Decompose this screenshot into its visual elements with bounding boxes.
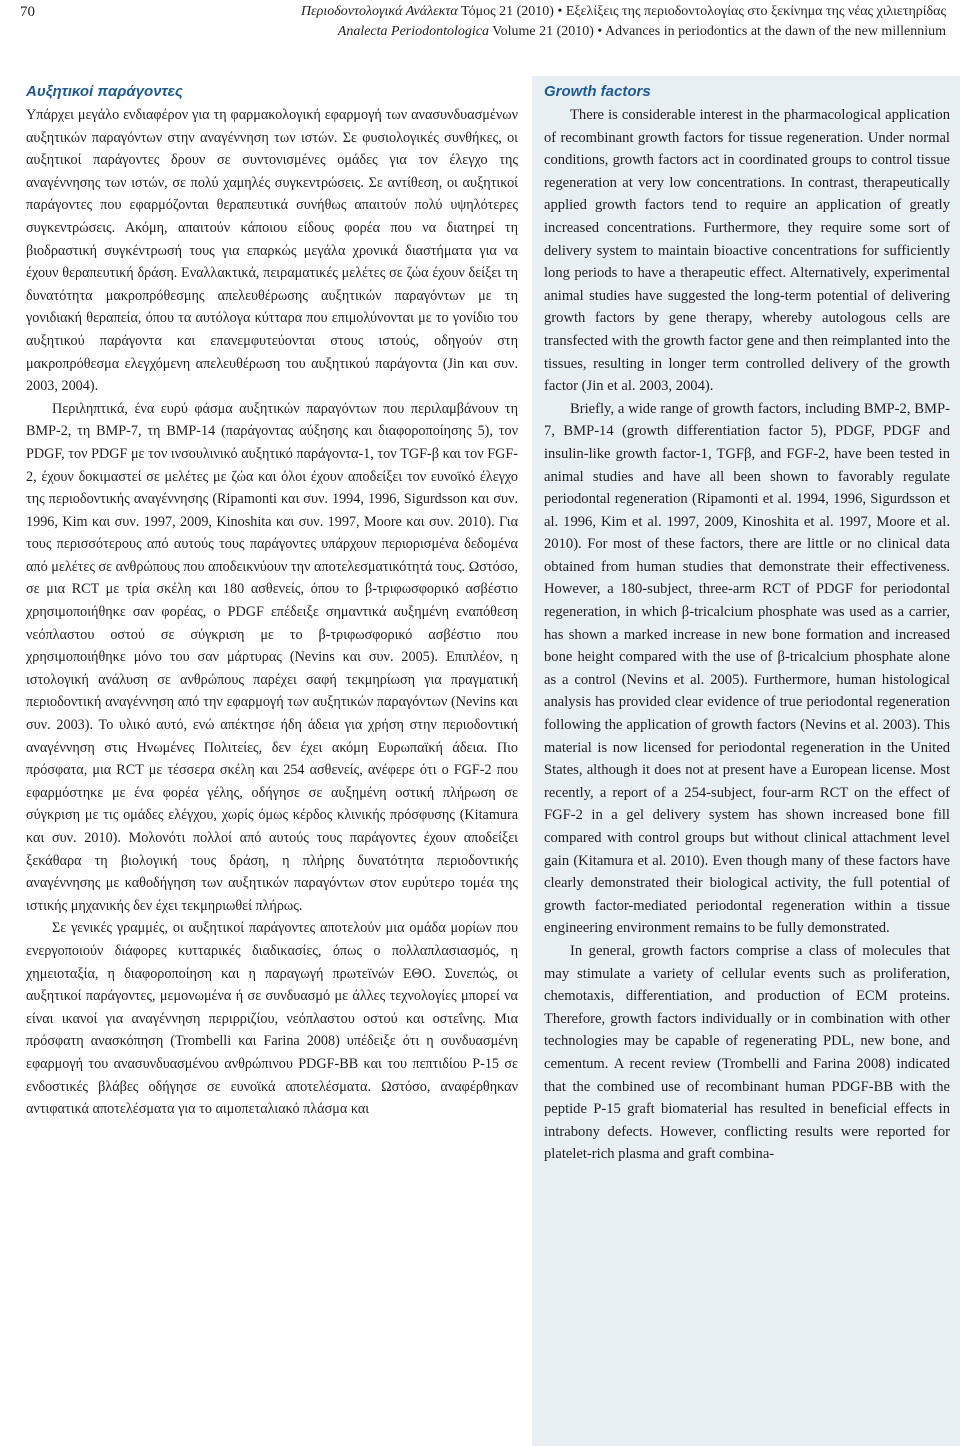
header-line-english xyxy=(301,22,946,42)
page-number: 70 xyxy=(20,4,35,20)
header-line-greek xyxy=(301,2,946,22)
header-issue-greek: Τόμος 21 (2010) • Εξελίξεις της περιοδοντολογίας στο ξεκίνημα της νέας χιλιετηρίδας xyxy=(461,4,946,19)
greek-column xyxy=(26,82,518,1442)
paragraph: There is considerable interest in the pharmacological application of recombinant growth factors for tissue regeneration. Under normal conditions, growth factors act in coordinated groups to control tissue regeneration at very low concentrations. In contrast, therapeutically applied growth factors tend to require an application of greatly increased concentrations. Furthermore, they require some sort of delivery system to maintain bioactive concentrations for sufficiently long periods to have a therapeutic effect. Alternatively, experimental animal studies have suggested the long-term potential of delivering growth factors by gene therapy, whereby autologous cells are transfected with the growth factor gene and then reimplanted into the tissues, resulting in longer term controlled delivery of the growth factor (Jin et al. 2003, 2004). xyxy=(544,107,950,395)
journal-name-greek: Περιοδοντολογικά Ανάλεκτα xyxy=(300,4,458,19)
section-title-greek: Αυξητικοί παράγοντες xyxy=(26,83,183,100)
paragraph: Briefly, a wide range of growth factors, including BMP-2, BMP-7, BMP-14 (growth differentiation factor 5), PDGF, PDGF and insulin-like growth factor-1, TGFβ, and FGF-2, have been tested in animal studies and have all been shown to favorably regulate periodontal regeneration (Ripamonti et al. 1994, 1996, Sigurdsson et al. 1996, Kim et al. 1997, 2009, Kinoshita et al. 1997, Moore et al. 2010). For most of these factors, there are little or no clinical data obtained from human studies that demonstrate their effectiveness. However, a 180-subject, three-arm RCT of PDGF for periodontal regeneration, in which β-tricalcium phosphate was used as a carrier, has shown a marked increase in new bone formation and increased bone height compared with the use of β-tricalcium phosphate alone as a control (Nevins et al. 2005). Furthermore, human histological analysis has provided clear evidence of true periodontal regeneration following the application of growth factors (Nevins et al. 2003). This material is now licensed for periodontal regeneration in the United States, although it does not at present have a European license. Most recently, a report of a 254-subject, four-arm RCT on the effect of FGF-2 in a gel delivery system has shown increased bone fill compared with control groups but without clinical attachment level gain (Kitamura et al. 2010). Even though many of these factors have clearly demonstrated their biological activity, the full potential of growth factor-mediated periodontal regeneration within a tissue engineering environment remains to be fully demonstrated. xyxy=(544,400,950,937)
section-title-english: Growth factors xyxy=(544,83,651,100)
header-issue-english: Volume 21 (2010) • Advances in periodontics at the dawn of the new millennium xyxy=(492,24,946,39)
journal-name-english: Analecta Periodontologica xyxy=(337,24,490,39)
running-header xyxy=(301,2,946,42)
paragraph: In general, growth factors comprise a class of molecules that may stimulate a variety of cellular events such as proliferation, chemotaxis, differentiation, and production of ECM proteins. Therefore, growth factors individually or in combination with other technologies may be capable of regenerating PDL, new bone, and cementum. A recent review (Trombelli and Farina 2008) indicated that the combined use of recombinant human PDGF-BB with the peptide P-15 graft biomaterial has resulted in beneficial effects in intrabony defects. However, conflicting results were reported for platelet-rich plasma and graft combina- xyxy=(544,942,950,1163)
paragraph: Περιληπτικά, ένα ευρύ φάσμα αυξητικών παραγόντων που περιλαμβάνουν τη BMP-2, τη BMP-7, τη BMP-14 (παράγοντας αύξησης και διαφοροποίησης 5), τον PDGF, τον PDGF με τον ινσουλινικό αυξητικό παράγοντα-1, τον TGF-β και τον FGF-2, έχουν δοκιμαστεί σε μελέτες με ζώα και όλοι έχουν αποδείξει τον ευνοϊκό έλεγχο της περιοδοντικής αναγέννησης (Ripamonti και συν. 1994, 1996, Sigurdsson και συν. 1996, Kim και συν. 1997, 2009, Kinoshita και συν. 1997, Moore και συν. 2010). Για τους περισσότερους από αυτούς τους παράγοντες υπάρχουν περιορισμένα δεδομένα από μελέτες σε ανθρώπους που αποδεικνύουν την αποτελεσματικότητά τους. Ωστόσο, σε μια RCT με τρία σκέλη και 180 ασθενείς, όπου το β-τριφωσφορικό ασβέστιο χρησιμοποιήθηκε σαν φορέας, ο PDGF επέδειξε σημαντικά αυξημένη εναπόθεση νεόπλαστου οστού σε σύγκριση με το β-τριφωσφορικό ασβέστιο που χρησιμοποιήθηκε μόνο του σαν μάρτυρας (Nevins και συν. 2005). Επιπλέον, η ιστολογική ανάλυση σε ανθρώπους παρέχει σαφή τεκμηρίωση για πραγματική περιοδοντική αναγέννηση από την εφαρμογή των αυξητικών παραγόντων (Nevins και συν. 2003). Το υλικό αυτό, ενώ απέκτησε ήδη άδεια για χρήση στην περιοδοντική αναγέννηση στις Ηνωμένες Πολιτείες, δεν έχει ακόμη Ευρωπαϊκή άδεια. Πιο πρόσφατα, μια RCT με τέσσερα σκέλη και 254 ασθενείς, ανέφερε ότι ο FGF-2 που εφαρμόστηκε με ένα φορέα γέλης, οδήγησε σε αυξημένη οστική πλήρωση σε σύγκριση με τις ομάδες ελέγχου, χωρίς όμως κέρδος κλινικής πρόσφυσης (Kitamura και συν. 2010). Μολονότι πολλοί από αυτούς τους παράγοντες έχουν αποδείξει ξεκάθαρα τη βιολογική τους δράση, η πλήρης δυνατότητα περιοδοντικής αναγέννησης με καθοδήγηση των αυξητικών παραγόντων στον ευρύτερο τομέα της ιστικής μηχανικής δεν έχει τεκμηριωθεί πλήρως. xyxy=(26,400,518,914)
paragraph: Υπάρχει μεγάλο ενδιαφέρον για τη φαρμακολογική εφαρμογή των ανασυνδυασμένων αυξητικών παραγόντων στην αναγέννηση των ιστών. Σε φυσιολογικές συνθήκες, οι αυξητικοί παράγοντες δρουν σε συντονισμένες ομάδες για τον έλεγχο της αναγέννησης των ιστών, σε πολύ χαμηλές συγκεντρώσεις. Σε αντίθεση, οι αυξητικοί παράγοντες που εφαρμόζονται θεραπευτικά συνήθως απαιτούν πολύ υψηλότερες συγκεντρώσεις. Ακόμη, απαιτούν κάποιου είδους φορέα που να διατηρεί τη βιοδραστική συγκέντρωσή τους για επαρκώς μεγάλα χρονικά διαστήματα για να έχουν θεραπευτική δράση. Εναλλακτικά, πειραματικές μελέτες σε ζώα έχουν δείξει τη δυνατότητα μακροπρόθεσμης απελευθέρωσης αυξητικών παραγόντων με τη γονιδιακή θεραπεία, όπου τα αυτόλογα κύτταρα που επιμολύνονται με το γονίδιο του αυξητικού παράγοντα και επανεμφυτεύονται στους ιστούς, οδηγούν στη μακροπρόθεσμα ελεγχόμενη απελευθέρωση του αυξητικού παράγοντα (Jin και συν. 2003, 2004). xyxy=(26,107,518,395)
english-column xyxy=(532,76,960,1446)
paragraph: Σε γενικές γραμμές, οι αυξητικοί παράγοντες αποτελούν μια ομάδα μορίων που ενεργοποιούν διάφορες κυτταρικές διαδικασίες, όπως ο πολλαπλασιασμός, η χημειοταξία, η διαφοροποίηση και η παραγωγή πρωτεϊνών ΕΘΟ. Συνεπώς, οι αυξητικοί παράγοντες, μεμονωμένα ή σε συνδυασμό με άλλες τεχνολογίες μπορεί να είναι ικανοί για αναγέννηση περιρριζίου, νεόπλαστου οστού και οστεΐνης. Μια πρόσφατη ανασκόπηση (Trombelli και Farina 2008) υπέδειξε ότι η συνδυασμένη εφαρμογή του ανασυνδυασμένου ανθρώπινου PDGF-BB και του πεπτιδίου P-15 σε ενδοστικές βλάβες οδήγησε σε ευνοϊκά αποτελέσματα. Ωστόσο, αναφέρθηκαν αντιφατικά αποτελέσματα για το αιμοπεταλιακό πλάσμα και xyxy=(26,920,518,1118)
